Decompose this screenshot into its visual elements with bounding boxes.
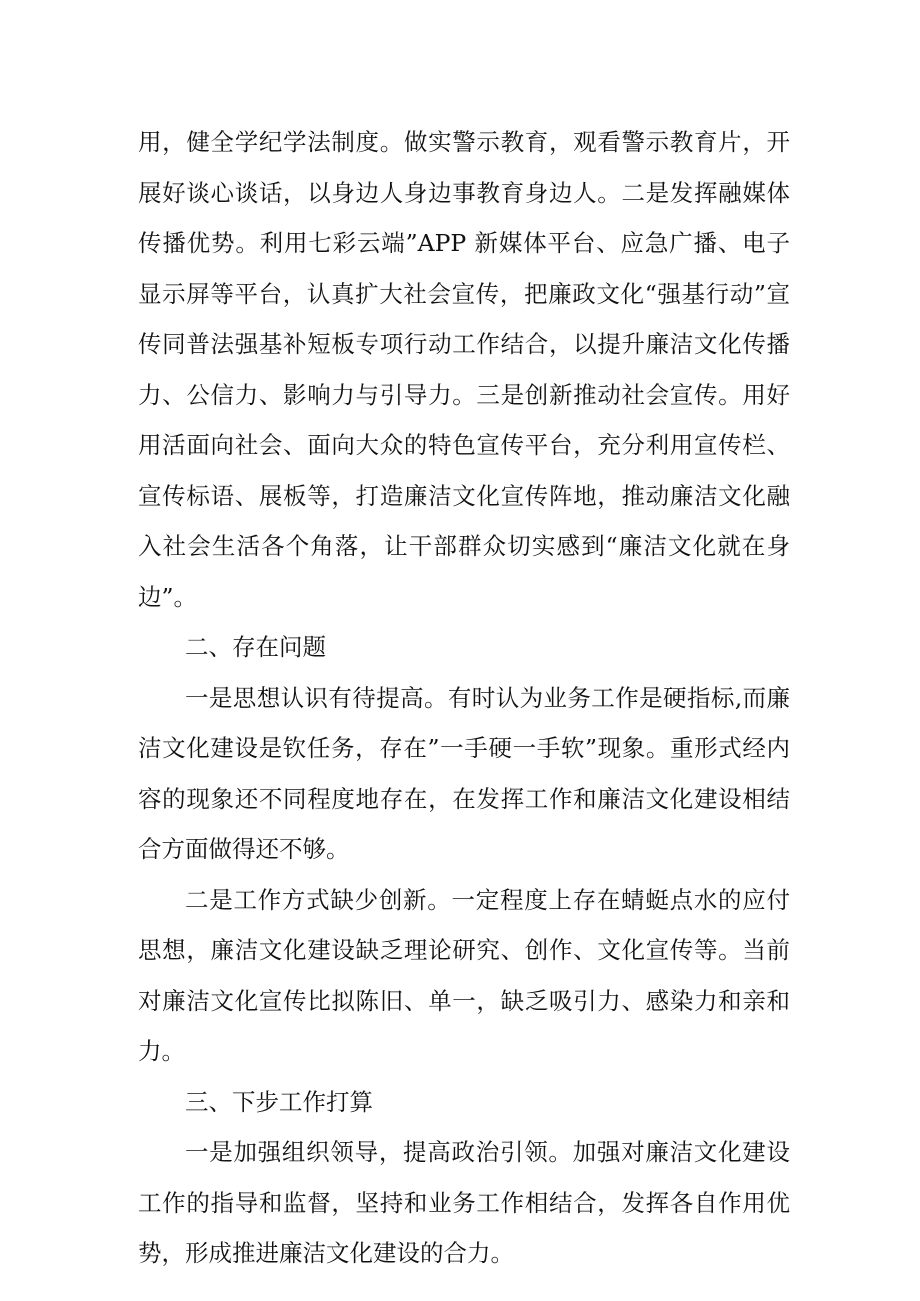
section-heading-problems: 二、存在问题 [185,633,326,661]
body-paragraph-next-step-one: 一是加强组织领导，提高政治引领。加强对廉洁文化建设工作的指导和监督，坚持和业务工作相结合，发挥各自作用优势，形成推进廉洁文化建设的合力。 [138,1138,790,1267]
document-body [138,117,790,1279]
body-paragraph-problem-two: 二是工作方式缺少创新。一定程度上存在蜻蜓点水的应付思想，廉洁文化建设缺乏理论研究、创作、文化宣传等。当前对廉洁文化宣传比拟陈旧、单一，缺乏吸引力、感染力和亲和力。 [138,885,790,1065]
body-paragraph-problem-one: 一是思想认识有待提高。有时认为业务工作是硬指标,而廉洁文化建设是钦任务，存在”一手硬一手软”现象。重形式经内容的现象还不同程度地存在，在发挥工作和廉洁文化建设相结合方面做得还不够。 [138,683,790,863]
section-heading-next-steps: 三、下步工作打算 [185,1087,373,1116]
body-paragraph-continued: 用，健全学纪学法制度。做实警示教育，观看警示教育片，开展好谈心谈话，以身边人身边事教育身边人。二是发挥融媒体传播优势。利用七彩云端”APP 新媒体平台、应急广播、电子显示屏等平台，认真扩大社会宣传，把廉政文化“强基行动”宣传同普法强基补短板专项行动工作结合，以提升廉洁文化传播力、公信力、影响力与引导力。三是创新推动社会宣传。用好用活面向社会、面向大众的特色宣传平台，充分利用宣传栏、宣传标语、展板等，打造廉洁文化宣传阵地，推动廉洁文化融入社会生活各个角落，让干部群众切实感到“廉洁文化就在身边”。 [138,128,790,611]
